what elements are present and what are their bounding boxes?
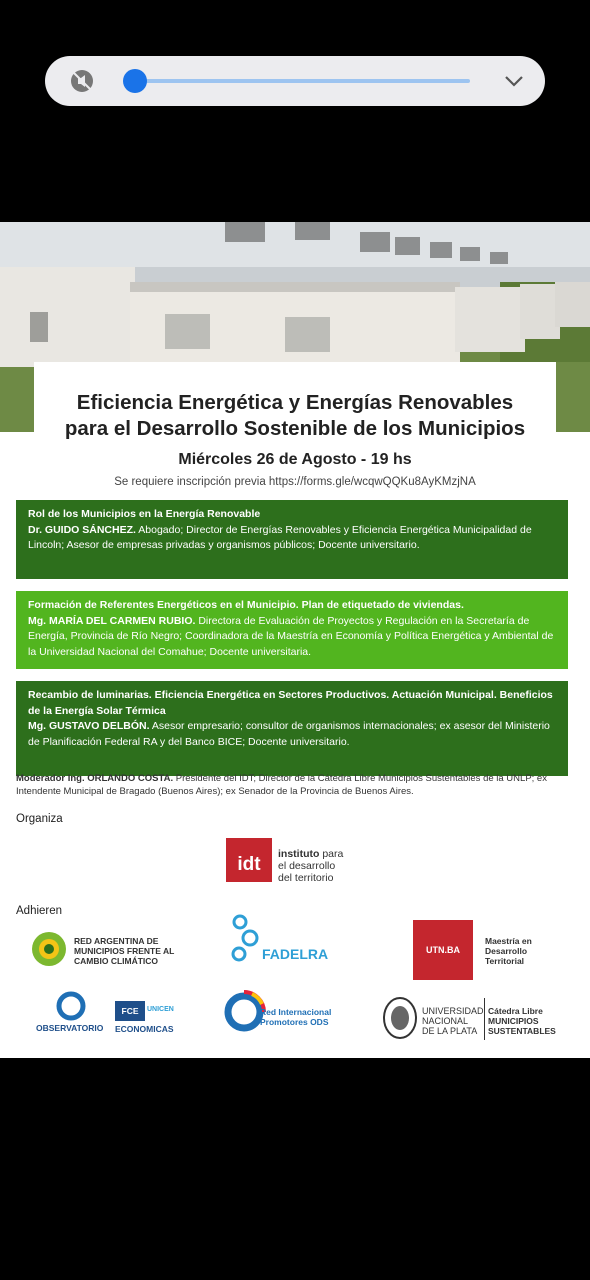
observatorio-icon (55, 990, 87, 1022)
fadelra-gears-icon (230, 914, 260, 964)
idt-logo-text: instituto para el desarrollo del territorio (278, 848, 344, 884)
red-argentina-logo-icon (30, 930, 68, 968)
registration-note: Se requiere inscripción previa https://forms.gle/wcqwQQKu8AyKMzjNA (114, 476, 476, 488)
fce-unicen-text: UNICEN (147, 1006, 174, 1013)
red-argentina-logo-text: RED ARGENTINA DE MUNICIPIOS FRENTE AL CAMBIO CLIMÁTICO (74, 936, 175, 966)
event-title: Eficiencia Energética y Energías Renovables para el Desarrollo Sostenible de los Municipios (64, 391, 526, 440)
seek-track[interactable] (125, 79, 470, 83)
logo-divider (484, 998, 485, 1040)
catedra-logo-text: Cátedra Libre MUNICIPIOS SUSTENTABLES (488, 1006, 556, 1036)
unlp-logo-text: UNIVERSIDAD NACIONAL DE LA PLATA (422, 1006, 484, 1036)
fce-economicas-text: ECONOMICAS (115, 1024, 174, 1034)
mute-icon[interactable] (69, 68, 95, 94)
media-control-bar (45, 56, 545, 106)
talk-panel-1: Rol de los Municipios en la Energía Renovable Dr. GUIDO SÁNCHEZ. Abogado; Director de Energías Renovables y Eficiencia Energética Municipalidad de Lincoln; Asesor de empresas privadas y organismos públicos; Docente universitario. (16, 500, 568, 579)
adhieren-label: Adhieren (16, 905, 63, 917)
fce-logo: FCE (115, 1001, 145, 1021)
seek-thumb[interactable] (123, 69, 147, 93)
red-ods-logo-text: Red Internacional Promotores ODS (260, 1007, 332, 1027)
talk-panel-2: Formación de Referentes Energéticos en el Municipio. Plan de etiquetado de viviendas. Mg. MARÍA DEL CARMEN RUBIO. Directora de Evaluación de Proyectos y Regulación en la Secretaría de Energía, Provincia de Río Negro; Coordinadora de la Maestría en Economía y Política Energética y Ambiental de la Universidad Nacional del Comahue; Docente universitaria. (16, 591, 568, 669)
unlp-seal-icon (382, 996, 418, 1040)
idt-logo: idt (226, 838, 272, 882)
fadelra-logo-text: FADELRA (262, 946, 329, 962)
event-date: Miércoles 26 de Agosto - 19 hs (178, 451, 412, 468)
chevron-down-icon[interactable] (503, 71, 525, 91)
event-flyer (0, 222, 590, 1058)
talk-panel-3: Recambio de luminarias. Eficiencia Energética en Sectores Productivos. Actuación Municipal. Beneficios de la Energía Solar Térmica Mg. GUSTAVO DELBÓN. Asesor empresario; consultor de organismos internacionales; ex asesor del Ministerio de Planificación Federal RA y del Banco BICE; Docente universitario. (16, 681, 568, 776)
observatorio-logo-text: OBSERVATORIO (36, 1023, 104, 1033)
moderator-info: Moderador Ing. ORLANDO COSTA. Presidente del IDT; Director de la Cátedra Libre Municipios Sustentables de la UNLP; ex Intendente Municipal de Bragado (Buenos Aires); ex Senador de la Provincia de Buenos Aires. (16, 773, 547, 797)
utn-logo-text: Maestría en Desarrollo Territorial (485, 936, 532, 966)
utn-logo: UTN.BA (413, 920, 473, 980)
organiza-label: Organiza (16, 813, 63, 825)
